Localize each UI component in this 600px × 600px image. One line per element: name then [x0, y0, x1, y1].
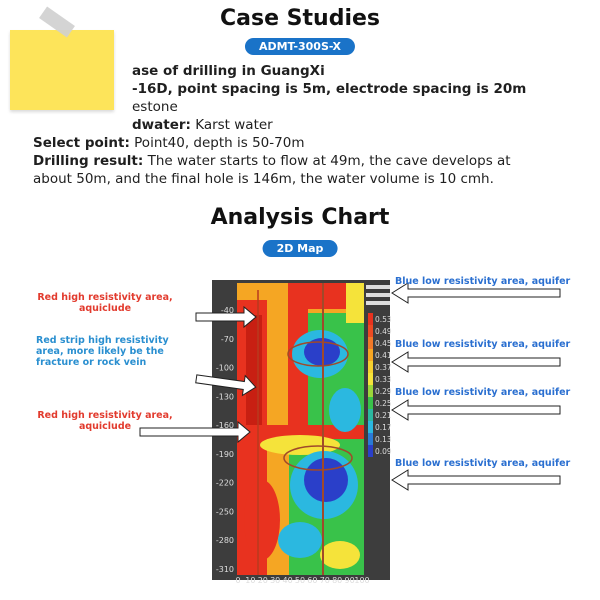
x-tick-label: 20 — [257, 576, 268, 585]
info-line-7: about 50m, and the final hole is 146m, the water volume is 10 cmh. — [33, 171, 494, 187]
y-tick-label: -160 — [215, 421, 234, 431]
colorbar-tick-label: 0.29 — [375, 387, 392, 396]
x-tick-label: 50 — [294, 576, 306, 585]
info-line-4: dwater: Karst water — [132, 117, 273, 133]
x-tick-label: 60 — [307, 576, 318, 585]
map-badge: 2D Map — [263, 240, 338, 257]
annotation-blue-1: Blue low resistivity area, aquifer — [395, 276, 571, 287]
annotation-blue-3: Blue low resistivity area, aquifer — [395, 387, 571, 398]
colorbar-tick-label: 0.21 — [375, 411, 392, 420]
colorbar-tick-label: 0.17 — [375, 423, 392, 432]
info-line-2: -16D, point spacing is 5m, electrode spacing is 20m — [132, 81, 527, 97]
annotation-red-top: Red high resistivity area, aquiclude — [37, 292, 173, 314]
analysis-chart-title: Analysis Chart — [210, 205, 390, 230]
y-tick-label: -190 — [215, 449, 234, 459]
x-tick-label: 100 — [354, 576, 370, 585]
colorbar-tick-label: 0.53 — [375, 315, 392, 324]
annotation-blue-4: Blue low resistivity area, aquifer — [395, 458, 571, 469]
colorbar-tick-label: 0.45 — [375, 339, 392, 348]
x-tick-label: 90 — [344, 576, 355, 585]
x-tick-label: 70 — [319, 576, 330, 585]
colorbar-tick-label: 0.13 — [375, 435, 392, 444]
heatmap-field — [237, 283, 364, 575]
case-studies-title: Case Studies — [220, 6, 380, 31]
colorbar-tick-label: 0.37 — [375, 363, 392, 372]
info-line-5: Select point: Point40, depth is 50-70m — [33, 135, 305, 151]
info-line-3: estone — [132, 99, 178, 115]
colorbar-tick-label: 0.25 — [375, 399, 392, 408]
y-tick-label: -280 — [215, 536, 234, 546]
colorbar-tick-label: 0.33 — [375, 375, 392, 384]
y-tick-label: -130 — [215, 392, 234, 402]
x-tick-label: 0 — [235, 576, 241, 585]
info-line-1: ase of drilling in GuangXi — [132, 63, 325, 79]
x-tick-label: 10 — [245, 576, 256, 585]
colorbar-tick-label: 0.41 — [375, 351, 392, 360]
annotation-red-bottom: Red high resistivity area, aquiclude — [37, 410, 173, 432]
y-tick-label: -40 — [220, 306, 234, 315]
x-tick-label: 80 — [332, 576, 343, 585]
y-tick-label: -100 — [215, 363, 234, 373]
y-tick-label: -220 — [215, 478, 234, 488]
annotation-red-strip: Red strip high resistivity area, more likely be the fracture or rock vein — [36, 335, 169, 368]
model-badge: ADMT-300S-X — [245, 38, 355, 55]
colorbar-tick-label: 0.09 — [375, 447, 392, 456]
info-line-6: Drilling result: The water starts to flow at 49m, the cave develops at — [33, 153, 511, 169]
x-tick-label: 30 — [270, 576, 281, 585]
colorbar-tick-label: 0.49 — [375, 327, 392, 336]
y-tick-label: -310 — [215, 565, 234, 574]
y-tick-label: -250 — [215, 507, 234, 517]
x-tick-label: 40 — [282, 576, 293, 585]
y-tick-label: -70 — [220, 334, 234, 344]
annotation-blue-2: Blue low resistivity area, aquifer — [395, 339, 571, 350]
